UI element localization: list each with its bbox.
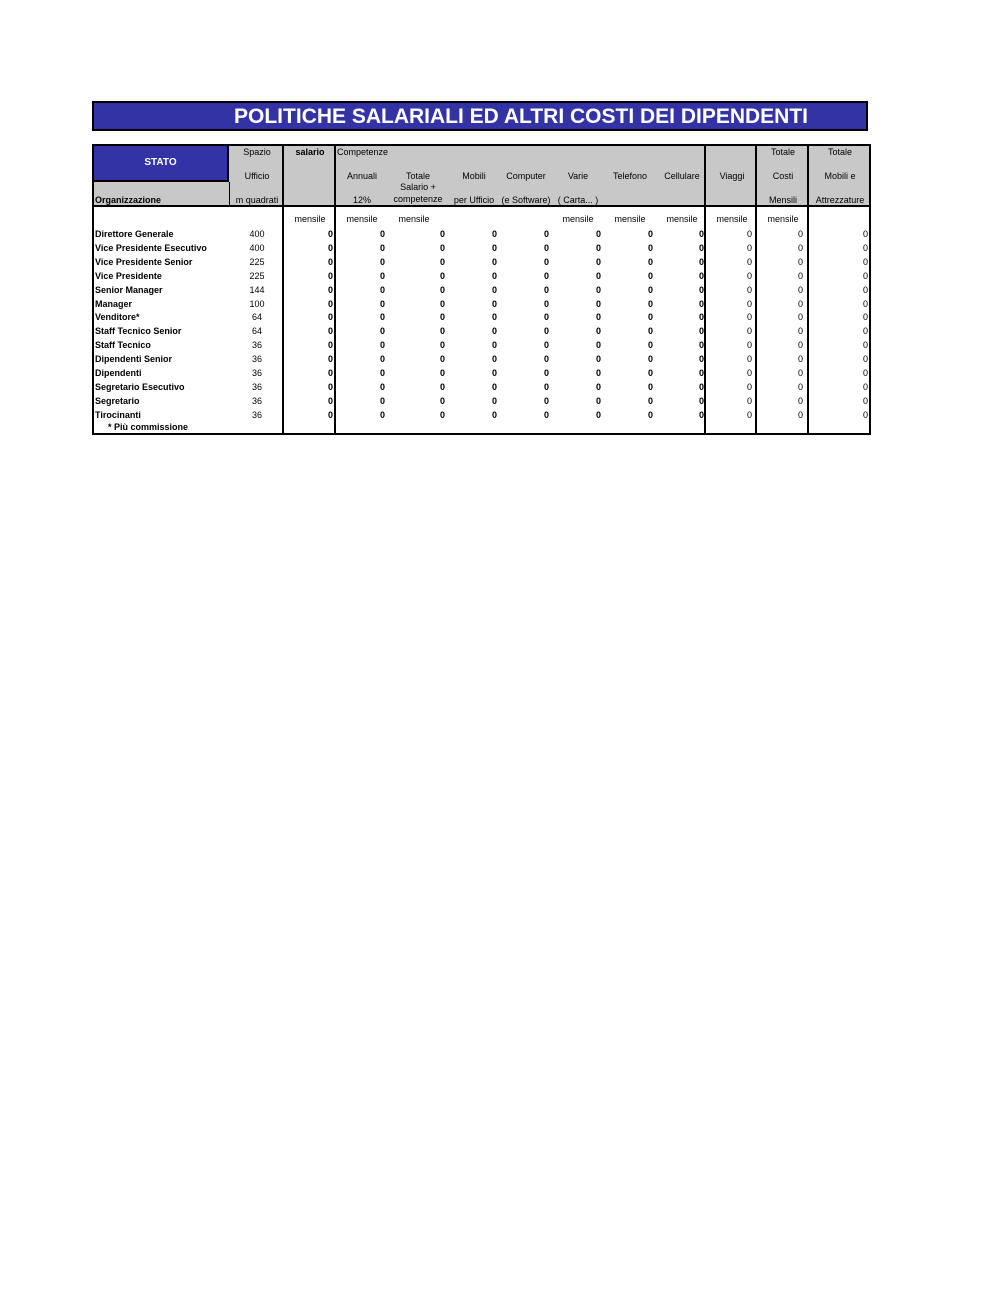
- row-value: 0: [379, 368, 385, 378]
- unit-varie: mensile: [562, 214, 594, 224]
- row-value: 0: [379, 229, 385, 239]
- unit-viaggi: mensile: [716, 214, 748, 224]
- row-value: 0: [746, 368, 752, 378]
- varie-header-1: Varie: [567, 171, 589, 181]
- totale-salario-header-2: Salario +: [400, 182, 436, 192]
- row-value: 0: [647, 354, 653, 365]
- row-value: 0: [439, 354, 445, 365]
- row-name: Vice Presidente: [95, 270, 162, 281]
- totale-costi-header-1: Totale: [770, 147, 796, 157]
- row-value: 0: [491, 368, 497, 378]
- row-value: 0: [746, 354, 752, 365]
- totale-salario-header-3: competenze: [393, 194, 443, 204]
- row-value: 0: [797, 368, 803, 378]
- row-value: 0: [491, 270, 497, 281]
- row-value: 0: [797, 270, 803, 281]
- computer-header-1: Computer: [506, 171, 546, 181]
- row-value: 0: [746, 395, 752, 406]
- row-value: 0: [327, 229, 333, 239]
- row-value: 0: [439, 242, 445, 253]
- row-value: 0: [746, 298, 752, 309]
- row-value: 0: [595, 368, 601, 378]
- row-value: 0: [379, 284, 385, 295]
- row-value: 0: [491, 409, 497, 420]
- row-value: 0: [439, 312, 445, 323]
- row-value: 0: [698, 368, 704, 378]
- row-spazio: 225: [249, 270, 265, 281]
- col-divider-5: [807, 144, 809, 435]
- row-value: 0: [746, 242, 752, 253]
- row-value: 0: [543, 395, 549, 406]
- row-spazio: 36: [251, 368, 262, 378]
- row-value: 0: [746, 312, 752, 323]
- row-value: 0: [698, 354, 704, 365]
- unit-costi: mensile: [767, 214, 799, 224]
- unit-salario: mensile: [294, 214, 326, 224]
- row-value: 0: [862, 326, 868, 337]
- row-spazio: 64: [251, 312, 262, 323]
- row-value: 0: [491, 312, 497, 323]
- title-text: POLITICHE SALARIALI ED ALTRI COSTI DEI DIPENDENTI: [234, 105, 809, 128]
- row-value: 0: [327, 368, 333, 378]
- row-value: 0: [647, 298, 653, 309]
- row-name: Segretario: [95, 395, 140, 406]
- unit-annuali: mensile: [346, 214, 378, 224]
- row-value: 0: [647, 242, 653, 253]
- row-name: Senior Manager: [95, 284, 163, 295]
- row-value: 0: [491, 354, 497, 365]
- totale-costi-header-2: Costi: [772, 171, 794, 181]
- row-value: 0: [491, 229, 497, 239]
- salario-header: salario: [295, 147, 325, 157]
- row-value: 0: [327, 395, 333, 406]
- row-value: 0: [595, 284, 601, 295]
- row-value: 0: [327, 409, 333, 420]
- row-spazio: 36: [251, 340, 262, 351]
- row-value: 0: [595, 381, 601, 392]
- row-value: 0: [862, 409, 868, 420]
- row-value: 0: [862, 298, 868, 309]
- row-value: 0: [595, 256, 601, 267]
- row-name: Staff Tecnico Senior: [95, 326, 182, 337]
- row-value: 0: [439, 270, 445, 281]
- row-value: 0: [797, 409, 803, 420]
- row-name: Direttore Generale: [95, 229, 174, 239]
- mobili-header-1: Mobili: [462, 171, 486, 181]
- salary-table: [92, 144, 871, 435]
- competenze-header: Competenze: [337, 147, 389, 157]
- unit-cellulare: mensile: [666, 214, 698, 224]
- row-value: 0: [439, 381, 445, 392]
- row-value: 0: [439, 256, 445, 267]
- row-value: 0: [379, 242, 385, 253]
- row-value: 0: [543, 284, 549, 295]
- row-value: 0: [746, 326, 752, 337]
- row-value: 0: [439, 340, 445, 351]
- row-value: 0: [797, 354, 803, 365]
- computer-header-2: (e Software): [501, 195, 551, 205]
- spazio-header-1: Spazio: [243, 147, 271, 157]
- stato-header: STATO: [92, 144, 229, 182]
- row-value: 0: [543, 229, 549, 239]
- row-value: 0: [797, 284, 803, 295]
- row-value: 0: [647, 409, 653, 420]
- row-value: 0: [327, 381, 333, 392]
- row-value: 0: [647, 381, 653, 392]
- row-value: 0: [543, 409, 549, 420]
- row-value: 0: [595, 326, 601, 337]
- row-value: 0: [595, 409, 601, 420]
- row-value: 0: [543, 270, 549, 281]
- row-value: 0: [439, 229, 445, 239]
- row-name: Dipendenti Senior: [95, 354, 173, 365]
- row-value: 0: [797, 256, 803, 267]
- row-value: 0: [595, 312, 601, 323]
- row-value: 0: [543, 256, 549, 267]
- totale-costi-header-3: Mensili: [768, 195, 797, 205]
- row-value: 0: [327, 354, 333, 365]
- row-value: 0: [797, 229, 803, 239]
- row-value: 0: [595, 354, 601, 365]
- row-spazio: 36: [251, 354, 262, 365]
- row-value: 0: [327, 270, 333, 281]
- row-value: 0: [595, 229, 601, 239]
- row-value: 0: [491, 395, 497, 406]
- row-value: 0: [862, 312, 868, 323]
- row-value: 0: [647, 326, 653, 337]
- row-value: 0: [698, 312, 704, 323]
- row-value: 0: [698, 340, 704, 351]
- row-value: 0: [327, 284, 333, 295]
- footnote: * Più commissione: [108, 422, 189, 432]
- row-spazio: 144: [249, 284, 265, 295]
- row-value: 0: [543, 298, 549, 309]
- row-value: 0: [862, 242, 868, 253]
- row-value: 0: [543, 326, 549, 337]
- row-value: 0: [543, 340, 549, 351]
- row-value: 0: [746, 229, 752, 239]
- row-value: 0: [327, 298, 333, 309]
- row-spazio: 400: [249, 229, 265, 239]
- row-value: 0: [746, 270, 752, 281]
- row-value: 0: [491, 381, 497, 392]
- annuali-header-1: Annuali: [346, 171, 378, 181]
- row-value: 0: [491, 298, 497, 309]
- row-value: 0: [746, 340, 752, 351]
- row-value: 0: [327, 340, 333, 351]
- unit-telefono: mensile: [614, 214, 646, 224]
- spazio-header-2: Ufficio: [244, 171, 270, 181]
- org-divider: [229, 182, 230, 205]
- row-value: 0: [698, 229, 704, 239]
- row-value: 0: [379, 326, 385, 337]
- col-divider-3: [704, 144, 706, 435]
- row-value: 0: [797, 298, 803, 309]
- row-spazio: 36: [251, 409, 262, 420]
- row-value: 0: [379, 256, 385, 267]
- telefono-header: Telefono: [612, 171, 648, 181]
- row-value: 0: [698, 242, 704, 253]
- row-value: 0: [543, 242, 549, 253]
- row-value: 0: [797, 395, 803, 406]
- col-divider-4: [755, 144, 757, 435]
- row-value: 0: [595, 298, 601, 309]
- row-value: 0: [379, 354, 385, 365]
- row-value: 0: [491, 242, 497, 253]
- row-value: 0: [862, 270, 868, 281]
- row-value: 0: [647, 312, 653, 323]
- row-value: 0: [797, 340, 803, 351]
- row-spazio: 400: [249, 242, 265, 253]
- row-value: 0: [647, 270, 653, 281]
- row-value: 0: [439, 395, 445, 406]
- row-value: 0: [379, 270, 385, 281]
- row-name: Staff Tecnico: [95, 340, 151, 351]
- row-value: 0: [327, 256, 333, 267]
- viaggi-header: Viaggi: [719, 171, 745, 181]
- col-divider-2: [334, 144, 336, 435]
- row-value: 0: [595, 242, 601, 253]
- row-value: 0: [746, 409, 752, 420]
- row-value: 0: [746, 381, 752, 392]
- totale-mobili-header-3: Attrezzature: [815, 195, 865, 205]
- row-value: 0: [439, 326, 445, 337]
- row-value: 0: [647, 284, 653, 295]
- sheet-title: [92, 101, 868, 131]
- row-value: 0: [647, 368, 653, 378]
- row-spazio: 36: [251, 381, 262, 392]
- row-value: 0: [862, 395, 868, 406]
- row-value: 0: [327, 312, 333, 323]
- row-value: 0: [491, 256, 497, 267]
- row-value: 0: [698, 326, 704, 337]
- row-value: 0: [862, 368, 868, 378]
- row-name: Venditore*: [95, 312, 140, 323]
- row-value: 0: [379, 395, 385, 406]
- row-value: 0: [797, 326, 803, 337]
- row-value: 0: [862, 354, 868, 365]
- row-value: 0: [543, 312, 549, 323]
- row-value: 0: [698, 284, 704, 295]
- mobili-header-2: per Ufficio: [453, 195, 495, 205]
- spazio-header-3: m quadrati: [235, 195, 279, 205]
- row-spazio: 100: [249, 298, 265, 309]
- totale-mobili-header-1: Totale: [827, 147, 853, 157]
- row-value: 0: [862, 284, 868, 295]
- row-spazio: 36: [251, 395, 262, 406]
- row-value: 0: [862, 256, 868, 267]
- row-name: Tirocinanti: [95, 409, 141, 420]
- row-value: 0: [439, 298, 445, 309]
- row-value: 0: [595, 395, 601, 406]
- row-value: 0: [797, 381, 803, 392]
- row-value: 0: [862, 229, 868, 239]
- row-value: 0: [698, 298, 704, 309]
- row-value: 0: [647, 340, 653, 351]
- row-value: 0: [439, 284, 445, 295]
- row-value: 0: [698, 256, 704, 267]
- row-value: 0: [862, 340, 868, 351]
- row-value: 0: [327, 326, 333, 337]
- row-value: 0: [379, 298, 385, 309]
- row-value: 0: [647, 395, 653, 406]
- row-spazio: 64: [251, 326, 262, 337]
- totale-mobili-header-2: Mobili e: [824, 171, 856, 181]
- unit-totale: mensile: [398, 214, 430, 224]
- row-name: Vice Presidente Senior: [95, 256, 193, 267]
- row-value: 0: [746, 284, 752, 295]
- row-value: 0: [439, 409, 445, 420]
- row-value: 0: [491, 326, 497, 337]
- organizzazione-label: Organizzazione: [95, 195, 162, 205]
- row-value: 0: [379, 409, 385, 420]
- row-value: 0: [698, 381, 704, 392]
- row-value: 0: [379, 312, 385, 323]
- row-value: 0: [327, 242, 333, 253]
- row-value: 0: [379, 340, 385, 351]
- row-value: 0: [491, 340, 497, 351]
- row-value: 0: [491, 284, 497, 295]
- varie-header-2: ( Carta... ): [557, 195, 599, 205]
- row-value: 0: [862, 381, 868, 392]
- row-value: 0: [647, 256, 653, 267]
- row-value: 0: [698, 270, 704, 281]
- row-spazio: 225: [249, 256, 265, 267]
- row-name: Vice Presidente Esecutivo: [95, 242, 207, 253]
- row-value: 0: [543, 354, 549, 365]
- row-name: Segretario Esecutivo: [95, 381, 185, 392]
- row-value: 0: [543, 368, 549, 378]
- totale-salario-header-1: Totale: [405, 171, 431, 181]
- row-value: 0: [797, 312, 803, 323]
- row-value: 0: [595, 340, 601, 351]
- row-value: 0: [797, 242, 803, 253]
- row-value: 0: [439, 368, 445, 378]
- row-name: Manager: [95, 298, 133, 309]
- row-value: 0: [698, 409, 704, 420]
- annuali-header-2: 12%: [352, 195, 371, 205]
- row-value: 0: [647, 229, 653, 239]
- row-name: Dipendenti: [95, 368, 142, 378]
- row-value: 0: [595, 270, 601, 281]
- row-value: 0: [543, 381, 549, 392]
- row-value: 0: [746, 256, 752, 267]
- row-value: 0: [698, 395, 704, 406]
- row-value: 0: [379, 381, 385, 392]
- cellulare-header: Cellulare: [664, 171, 700, 181]
